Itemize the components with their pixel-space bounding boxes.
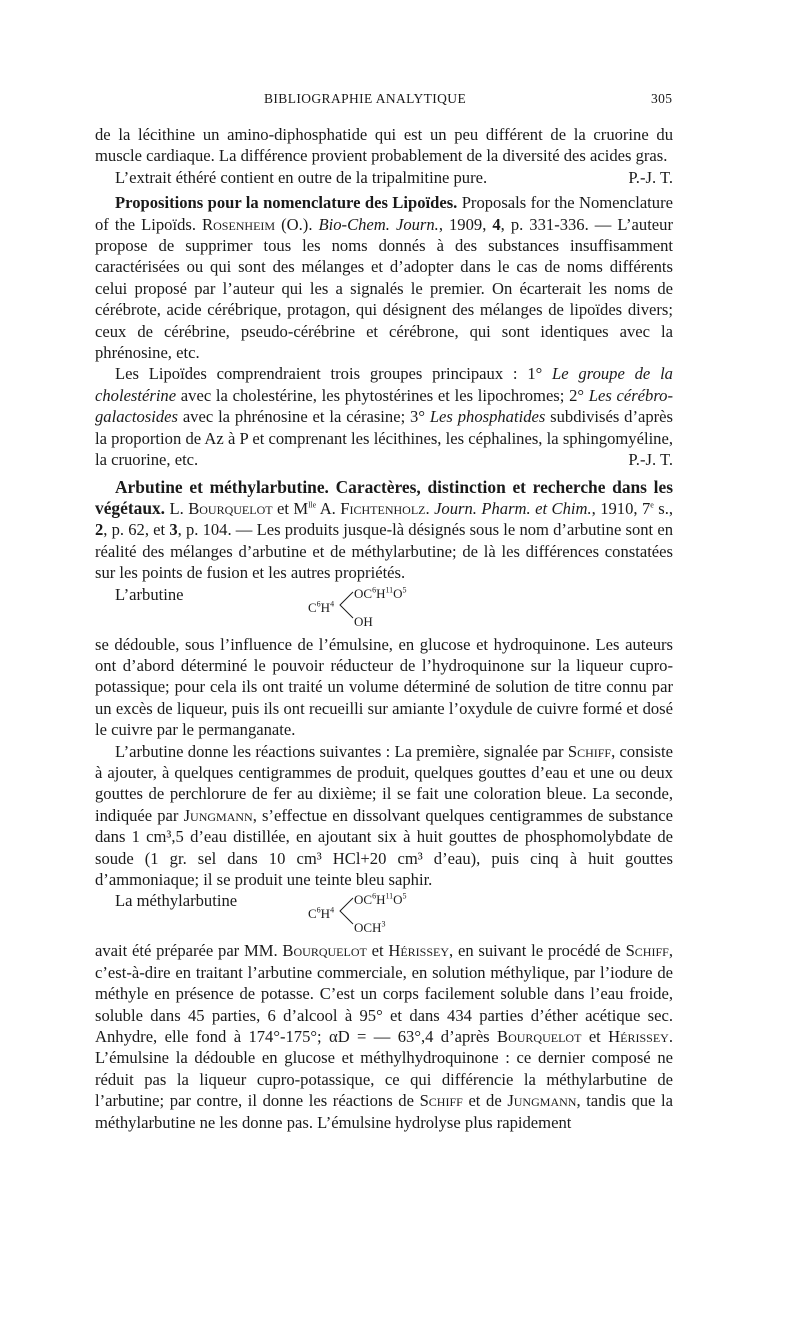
volume-number: 4 <box>492 214 501 234</box>
formula-lead: La méthylarbutine <box>115 891 238 911</box>
text-run: , s’effectue en dissolvant quelques centigrammes de substance dans 1 cm³,5 d’eau distillée, en ajoutant six à huit gouttes de phosphomolybdate de soude (1 gr. sel dans 10 cm³ HCl+20 cm³ d’eau), puis cinq à huit gouttes d’ammoniaque; il se produit une teinte bleu saphir. <box>95 805 674 889</box>
italic-run: Les phosphatides <box>429 407 546 427</box>
author-name: Schiff <box>567 741 612 761</box>
text-run: L’arbutine donne les réactions suivantes : La première, signalée par <box>115 741 568 761</box>
author-name: Hérissey <box>608 1027 669 1047</box>
paragraph-extract <box>95 167 673 188</box>
text-run: et M <box>272 498 309 518</box>
author-name: Jungmann <box>183 805 253 825</box>
author-name: Schiff <box>625 941 669 961</box>
paragraph-dedouble: se dédouble, sous l’influence de l’émulsine, en glucose et hydroquinone. Les auteurs ont d’abord déterminé le pouvoir réducteur de l’hydroquinone sur la liqueur cupro-potassique; pour cela ils ont traité un volume déterminé de solution de titre connu par un excès de liqueur, puis ils ont recueilli sur amiante l’oxydule de cuivre formé et dosé le cuivre par le permanganate. <box>95 634 673 740</box>
text-run: s., <box>653 498 674 518</box>
journal-name: Journ. Pharm. et Chim. <box>434 498 592 518</box>
text-run: (O.). <box>275 214 319 234</box>
text-run: Les Lipoïdes comprendraient trois groupes principaux : 1° <box>115 364 553 384</box>
formula-bracket-icon <box>337 896 355 926</box>
author-name: Hérissey <box>388 941 450 961</box>
formula-bottom: OCH$^3$ <box>354 920 386 936</box>
paragraph-groups <box>95 363 673 470</box>
author-name: Bourquelot <box>188 498 273 518</box>
author-name: Bourquelot <box>497 1027 582 1047</box>
volume-number: 2 <box>95 520 104 540</box>
author-initials: P.-J. T. <box>628 450 673 470</box>
page-body <box>95 124 673 1133</box>
author-initials: P.-J. T. <box>628 167 673 187</box>
author-name: Fichtenholz <box>340 498 426 518</box>
text-run: avec la phrénosine et la cérasine; 3° <box>177 407 430 427</box>
text-run: et <box>581 1027 609 1047</box>
volume-number: 3 <box>169 520 178 540</box>
text-run: , en suivant le procédé de <box>449 941 626 961</box>
running-title: BIBLIOGRAPHIE ANALYTIQUE <box>264 91 467 106</box>
formula-methylarbutine <box>95 890 673 940</box>
paragraph-continuation: de la lécithine un amino-diphosphatide qui est un peu différent de la cruorine du muscle cardiaque. La différence provient probablement de la diversité des acides gras. <box>95 125 673 166</box>
author-name: Schiff <box>419 1091 463 1111</box>
italic-run: Les cérébro-galactosides <box>95 385 673 427</box>
formula-bottom: OH <box>354 613 373 629</box>
author-name: Bourquelot <box>282 941 367 961</box>
formula-top: $OC^6H^{11}O^5$ <box>354 892 407 908</box>
formula-top: $OC^6H^{11}O^5$ <box>354 585 407 601</box>
text-run: . L’émulsine la dédouble en glucose et méthylhydroquinone : ce dernier composé ne réduit pas la liqueur cupro-potassique, ce qui différencie la méthylarbutine de l’arbutine; par contre, il donne les réactions de <box>95 1027 673 1111</box>
superscript: e <box>650 500 654 510</box>
text-run: , 1910, 7 <box>591 498 651 518</box>
superscript: lle <box>308 500 317 510</box>
paragraph-reactions <box>95 741 673 891</box>
text-run: et de <box>462 1091 508 1111</box>
text-run: et <box>366 941 389 961</box>
text-run: Proposals for the Nomenclature of the Lipoïds. <box>95 193 673 234</box>
journal-name: Bio-Chem. Journ. <box>318 214 439 234</box>
page-number: 305 <box>651 91 673 106</box>
article-arbutine <box>95 477 673 584</box>
text-run: , p. 104. — Les produits jusque-là désignés sous le nom d’arbutine sont en réalité des mélanges d’arbutine et de méthylarbutine; de là les différences constatées sur les points de fusion et les autres propriétés. <box>95 520 673 583</box>
text-run: L. <box>165 498 189 518</box>
text-run: , p. 62, et <box>103 520 170 540</box>
formula-base: $C^6H^4$ <box>308 906 335 922</box>
text-run: avec la cholestérine, les phytostérines et les lipochromes; 2° <box>176 385 589 405</box>
running-header <box>0 88 800 108</box>
article-lipoides <box>95 192 673 363</box>
text-run: , consiste à ajouter, à quelques centigrammes de produit, quelques gouttes d’eau et une ou deux gouttes de perchlorure de fer au dixième; il se fait une coloration bleue. La seconde, indiquée par <box>95 741 673 825</box>
article-title: Propositions pour la nomenclature des Lipoïdes. <box>115 193 458 213</box>
text-run: , p. 331-336. — L’auteur propose de supprimer tous les noms donnés à des substances insuffisamment caractérisées ou qui sont des mélanges et d’adopter dans le cas de noms différents celui proposé par l’auteur qui les a signalés le premier. On écarterait les noms de cérébrote, acide cérébrique, protagon, qui désignent des mélanges de lipoïdes divers; ceux de cérébrine, pseudo-cérébrine et cérébrone, qui sont identiques avec la phrénosine, etc. <box>95 214 673 363</box>
paragraph-methylarbutine <box>95 940 673 1133</box>
author-name: Rosenheim <box>202 214 276 234</box>
text-run: , 1909, <box>438 214 493 234</box>
text-run: subdivisés d’après la proportion de Az à P et comprenant les lécithines, les céphalines, la sphingomyéline, la cruorine, etc. <box>95 407 673 470</box>
paragraph-text: L’extrait éthéré contient en outre de la tripalmitine pure. <box>115 167 488 187</box>
text-run: , tandis que la méthylarbutine ne les donne pas. L’émulsine hydrolyse plus rapidement <box>95 1091 673 1132</box>
formula-lead: L’arbutine <box>115 584 184 604</box>
formula-bracket-icon <box>337 590 355 620</box>
formula-arbutine <box>95 584 673 634</box>
author-name: Jungmann <box>507 1091 577 1111</box>
italic-run: Le groupe de la cholestérine <box>95 364 673 405</box>
text-run: , c’est-à-dire en traitant l’arbutine commerciale, en solution méthylique, par l’iodure de méthyle en présence de potasse. C’est un corps facilement soluble dans l’eau froide, soluble dans 45 parties, 6 d’alcool à 95° et dans 434 parties d’éther acétique sec. Anhydre, elle fond à 174°-175°; αD = — 63°,4 d’après <box>95 941 673 1047</box>
formula-base: $C^6H^4$ <box>308 599 335 615</box>
text-run: avait été préparée par MM. <box>95 941 283 961</box>
text-run: . <box>425 498 435 518</box>
text-run: A. <box>316 498 341 518</box>
article-title: Arbutine et méthylarbutine. Caractères, distinction et recherche dans les végétaux. <box>95 476 673 518</box>
